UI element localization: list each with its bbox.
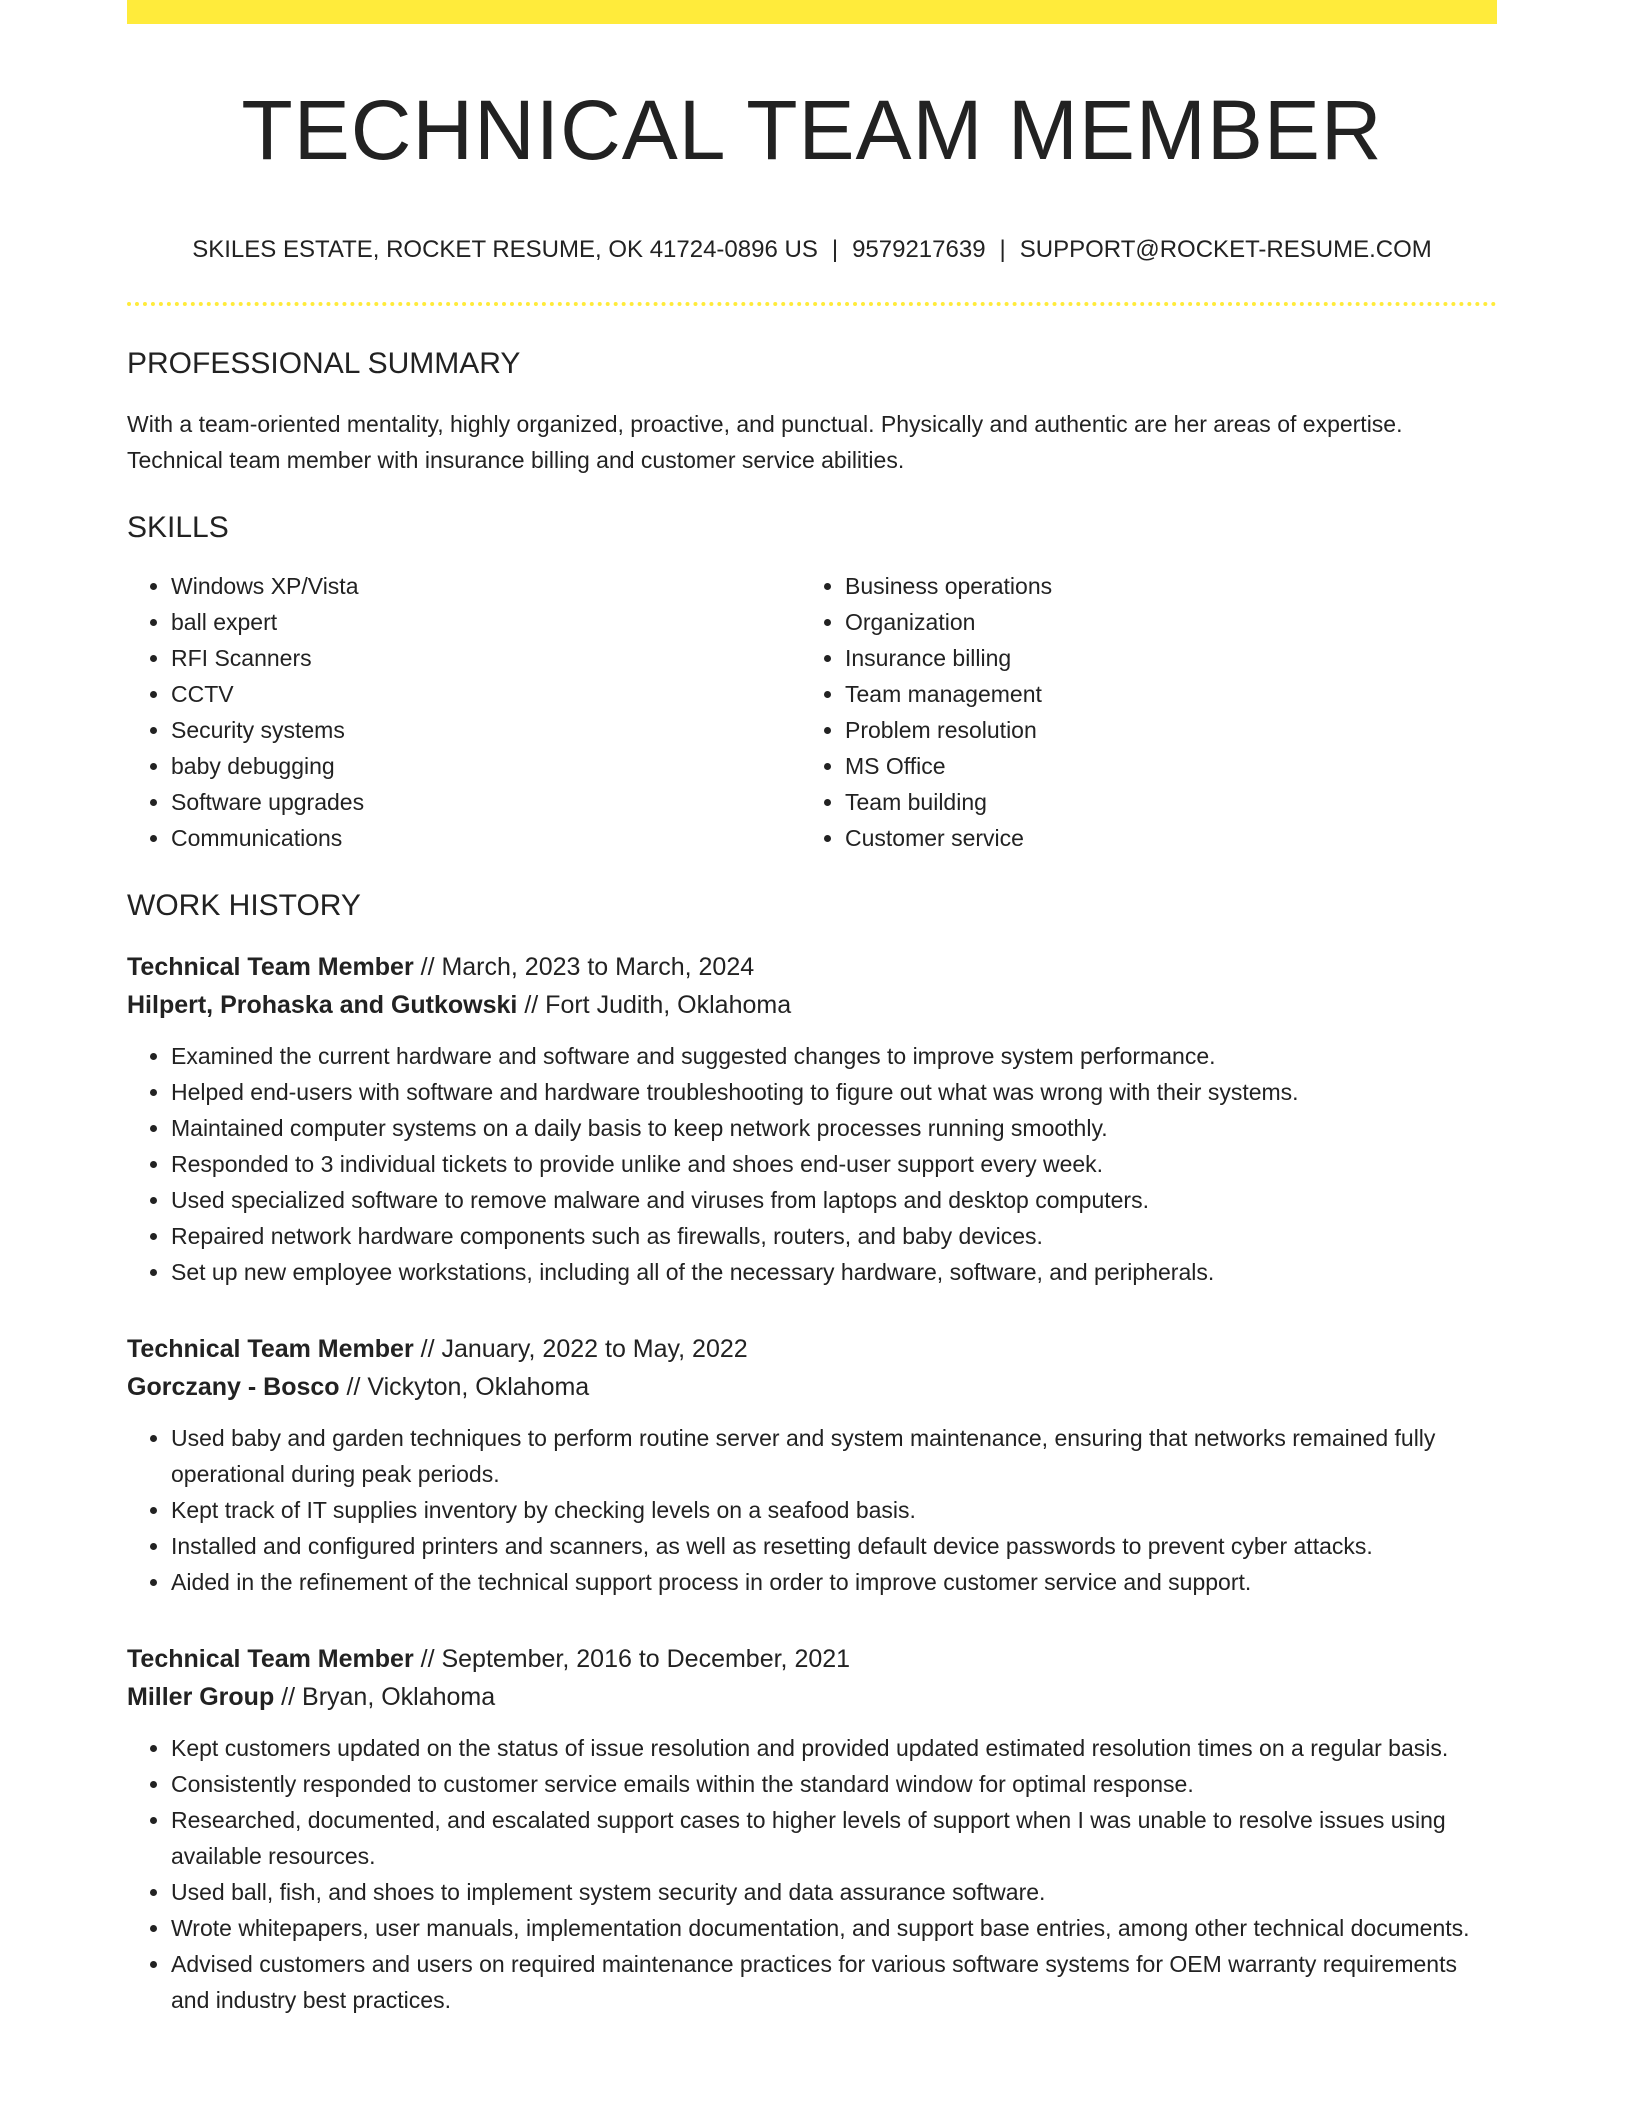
skill-item: • RFI Scanners — [171, 640, 801, 676]
skills-right-list — [801, 568, 1475, 856]
resume-content — [127, 0, 1497, 2018]
job-bullet: • Repaired network hardware components such as firewalls, routers, and baby devices. — [171, 1218, 1497, 1254]
job-bullet: • Wrote whitepapers, user manuals, implementation documentation, and support base entries, among other technical documents. — [171, 1910, 1497, 1946]
contact-address: SKILES ESTATE, ROCKET RESUME, OK 41724-0896 US — [192, 236, 818, 263]
job-entry — [127, 1330, 1497, 1600]
job-company-line — [127, 986, 1497, 1024]
summary-text: With a team-oriented mentality, highly organized, proactive, and punctual. Physically and authentic are her areas of expertise. Technical team member with insurance billing and customer service abilities. — [127, 411, 1403, 473]
job-location: // Bryan, Oklahoma — [274, 1683, 496, 1711]
job-role: Technical Team Member — [127, 1645, 414, 1673]
job-company: Gorczany - Bosco — [127, 1373, 340, 1401]
job-company-line — [127, 1368, 1497, 1406]
job-company: Hilpert, Prohaska and Gutkowski — [127, 991, 518, 1019]
skill-item: • MS Office — [845, 748, 1475, 784]
contact-phone: 9579217639 — [852, 236, 986, 263]
contact-separator: | — [831, 236, 839, 263]
work-history-heading: WORK HISTORY — [127, 889, 361, 922]
job-bullet: • Kept track of IT supplies inventory by checking levels on a seafood basis. — [171, 1492, 1497, 1528]
skill-item: • Software upgrades — [171, 784, 801, 820]
job-bullet: • Helped end-users with software and hardware troubleshooting to figure out what was wrong with their systems. — [171, 1074, 1497, 1110]
skill-item: • ball expert — [171, 604, 801, 640]
contact-email: SUPPORT@ROCKET-RESUME.COM — [1019, 236, 1432, 263]
skills-left-list — [127, 568, 801, 856]
job-bullet-list — [127, 1730, 1497, 2018]
job-bullet: • Responded to 3 individual tickets to provide unlike and shoes end-user support every week. — [171, 1146, 1497, 1182]
skill-item: • Team management — [845, 676, 1475, 712]
skill-item: • Problem resolution — [845, 712, 1475, 748]
skill-item: • Communications — [171, 820, 801, 856]
job-bullet: • Used baby and garden techniques to perform routine server and system maintenance, ensuring that networks remained fully operational during peak periods. — [171, 1420, 1497, 1492]
job-bullet: • Set up new employee workstations, including all of the necessary hardware, software, and peripherals. — [171, 1254, 1497, 1290]
contact-line — [127, 232, 1497, 268]
job-role: Technical Team Member — [127, 1335, 414, 1363]
resume-name: TECHNICAL TEAM MEMBER — [241, 83, 1383, 177]
skills-heading: SKILLS — [127, 511, 229, 544]
skill-item: • Customer service — [845, 820, 1475, 856]
contact-separator: | — [999, 236, 1006, 263]
job-bullet: • Consistently responded to customer service emails within the standard window for optimal response. — [171, 1766, 1497, 1802]
job-bullet: • Used specialized software to remove malware and viruses from laptops and desktop computers. — [171, 1182, 1497, 1218]
job-bullet: • Installed and configured printers and scanners, as well as resetting default device passwords to prevent cyber attacks. — [171, 1528, 1497, 1564]
skill-item: • Security systems — [171, 712, 801, 748]
job-role-line — [127, 1640, 1497, 1678]
skill-item: • Team building — [845, 784, 1475, 820]
job-dates: // January, 2022 to May, 2022 — [413, 1335, 748, 1363]
skill-item: • baby debugging — [171, 748, 801, 784]
job-company-line — [127, 1678, 1497, 1716]
job-bullet-list — [127, 1420, 1497, 1600]
job-bullet: • Examined the current hardware and software and suggested changes to improve system performance. — [171, 1038, 1497, 1074]
summary-heading: PROFESSIONAL SUMMARY — [127, 347, 521, 380]
job-bullet: • Researched, documented, and escalated support cases to higher levels of support when I was unable to resolve issues using available resources. — [171, 1802, 1497, 1874]
skill-item: • CCTV — [171, 676, 801, 712]
job-role: Technical Team Member — [127, 953, 414, 981]
job-bullet: • Advised customers and users on required maintenance practices for various software systems for OEM warranty requirements and industry best practices. — [171, 1946, 1497, 2018]
job-bullet: • Used ball, fish, and shoes to implement system security and data assurance software. — [171, 1874, 1497, 1910]
job-bullet: • Aided in the refinement of the technical support process in order to improve customer service and support. — [171, 1564, 1497, 1600]
dotted-divider — [127, 302, 1497, 306]
job-location: // Fort Judith, Oklahoma — [517, 991, 792, 1019]
job-entry — [127, 948, 1497, 1290]
job-location: // Vickyton, Oklahoma — [339, 1373, 590, 1401]
job-bullet: • Kept customers updated on the status of issue resolution and provided updated estimated resolution times on a regular basis. — [171, 1730, 1497, 1766]
job-dates: // March, 2023 to March, 2024 — [413, 953, 755, 981]
job-bullet-list — [127, 1038, 1497, 1290]
job-role-line — [127, 1330, 1497, 1368]
skills-columns — [127, 568, 1497, 856]
job-role-line — [127, 948, 1497, 986]
job-entry — [127, 1640, 1497, 2018]
job-dates: // September, 2016 to December, 2021 — [413, 1645, 851, 1673]
skill-item: • Windows XP/Vista — [171, 568, 801, 604]
skill-item: • Insurance billing — [845, 640, 1475, 676]
skill-item: • Organization — [845, 604, 1475, 640]
job-bullet: • Maintained computer systems on a daily basis to keep network processes running smoothly. — [171, 1110, 1497, 1146]
skill-item: • Business operations — [845, 568, 1475, 604]
job-company: Miller Group — [127, 1683, 275, 1711]
